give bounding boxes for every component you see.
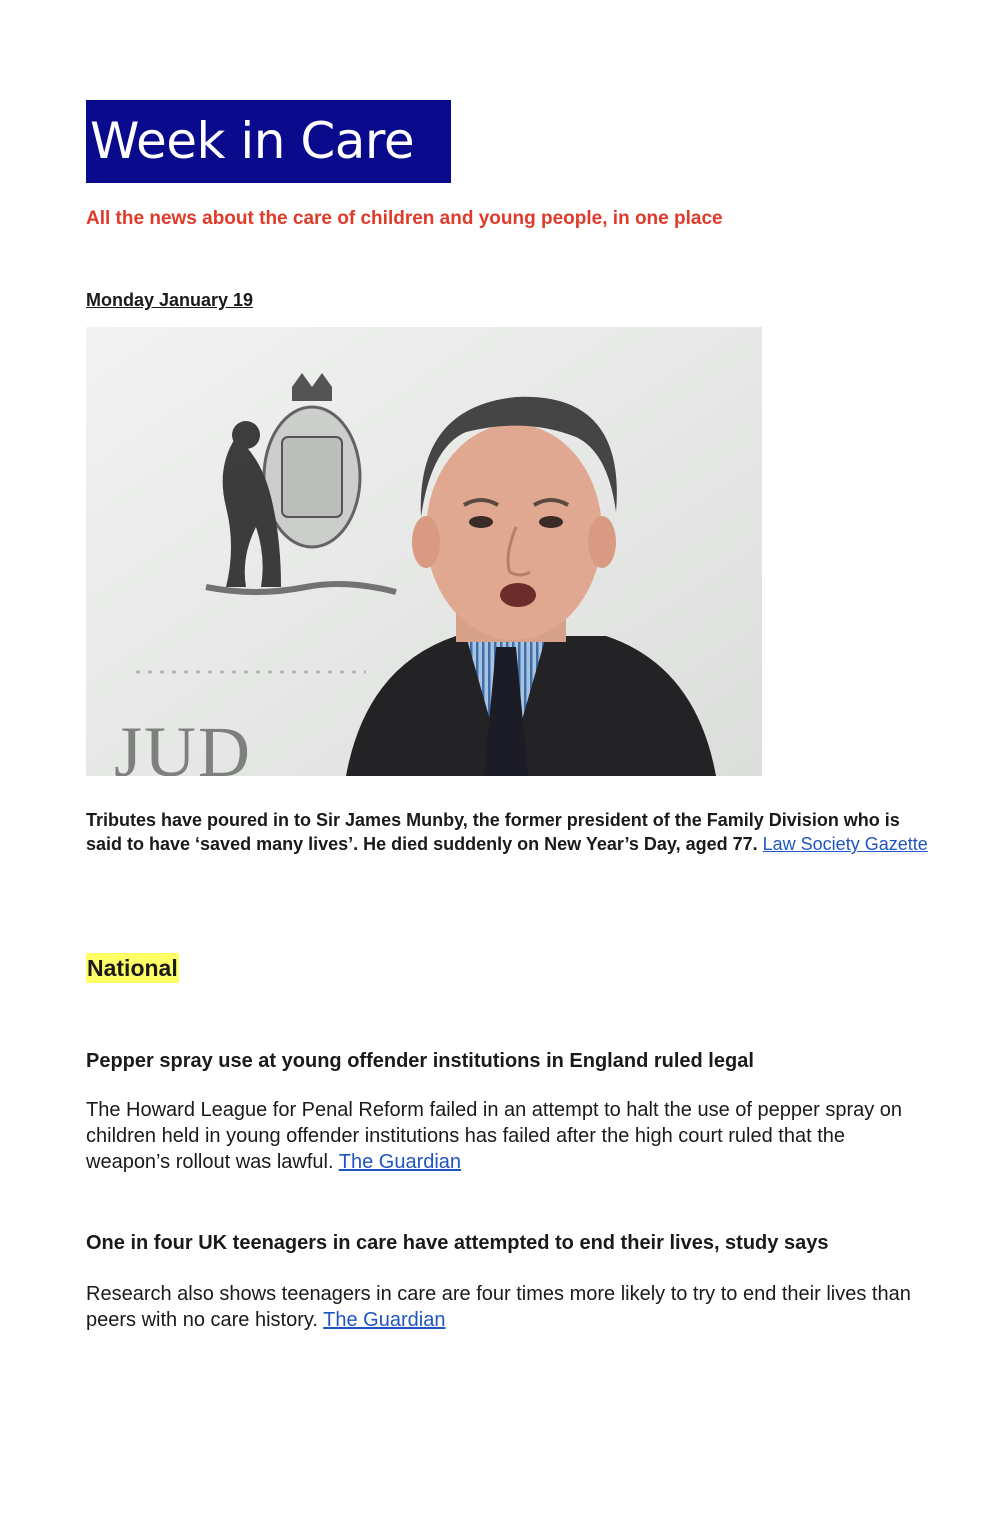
tagline: All the news about the care of children and young people, in one place [86, 208, 723, 229]
story-body [86, 1281, 926, 1333]
masthead-title: Week in Care [86, 100, 451, 183]
story-body [86, 1097, 926, 1175]
story-body-text: Research also shows teenagers in care are four times more likely to try to end their lives than peers with no care history. [86, 1283, 911, 1331]
story-headline: One in four UK teenagers in care have attempted to end their lives, study says [86, 1232, 829, 1254]
story-body-text: The Howard League for Penal Reform failed in an attempt to halt the use of pepper spray on children held in young offender institutions has failed after the high court ruled that the weapon’s rollout was lawful. [86, 1099, 903, 1173]
story-source-link[interactable]: The Guardian [323, 1309, 446, 1331]
lead-story-text: Tributes have poured in to Sir James Munby, the former president of the Family Division who is said to have ‘saved many lives’. He died suddenly on New Year’s Day, aged 77. [86, 810, 900, 854]
story-source-link[interactable]: The Guardian [338, 1151, 462, 1173]
photo-lettering: JUD [114, 712, 253, 776]
issue-date: Monday January 19 [86, 290, 254, 310]
lead-photo [86, 327, 762, 776]
story-headline: Pepper spray use at young offender institutions in England ruled legal [86, 1050, 754, 1072]
section-heading-national: National [87, 955, 178, 981]
lead-story [86, 808, 936, 856]
lead-story-link[interactable]: Law Society Gazette [762, 834, 928, 854]
